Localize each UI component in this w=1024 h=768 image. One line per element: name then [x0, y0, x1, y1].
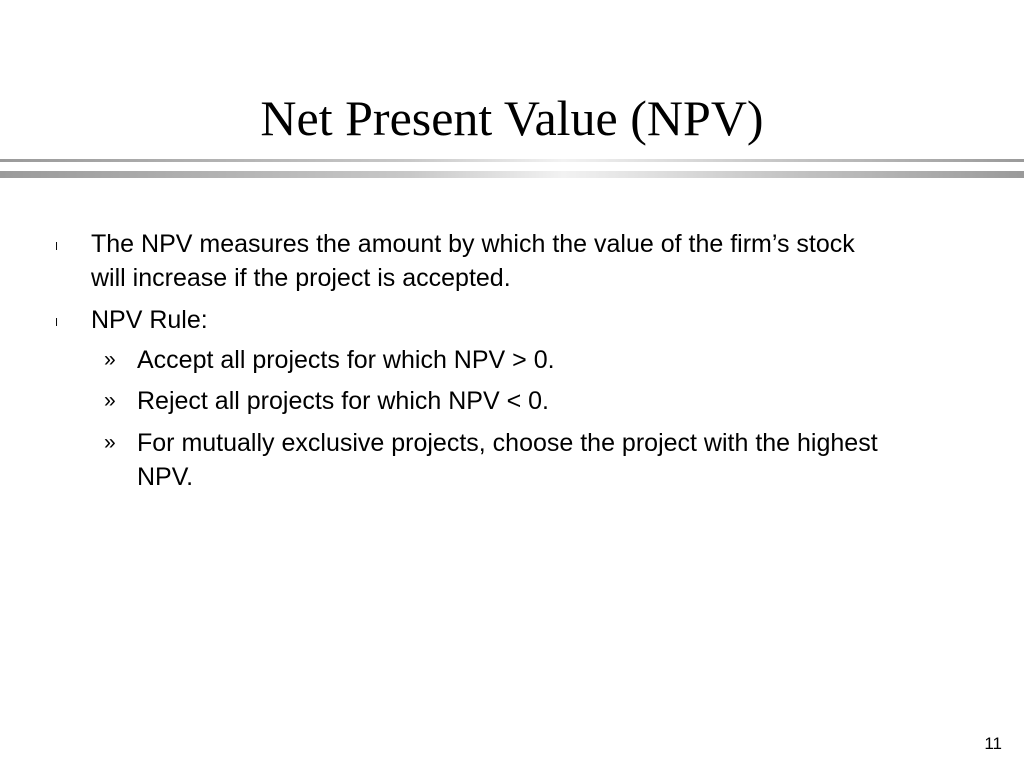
sub-bullet-text: Accept all projects for which NPV > 0. — [137, 346, 555, 374]
page-number: 11 — [984, 734, 1002, 753]
sub-bullet-marker: » — [104, 389, 116, 412]
bullet-text: The NPV measures the amount by which the value of the firm’s stock — [91, 230, 855, 258]
sub-bullet-marker: » — [104, 431, 116, 454]
sub-bullet-text: Reject all projects for which NPV < 0. — [137, 387, 549, 415]
bullet-marker: l — [55, 240, 59, 253]
slide-title: Net Present Value (NPV) — [260, 90, 764, 146]
sub-bullet-text: For mutually exclusive projects, choose the project with the highest — [137, 429, 878, 457]
title-divider-thin — [0, 159, 1024, 162]
sub-bullet-text-continuation: NPV. — [137, 463, 194, 491]
bullet-marker: l — [55, 316, 59, 329]
sub-bullet-marker: » — [104, 348, 116, 371]
title-divider-thick — [0, 171, 1024, 178]
bullet-text-continuation: will increase if the project is accepted. — [91, 264, 511, 292]
bullet-text: NPV Rule: — [91, 306, 208, 334]
